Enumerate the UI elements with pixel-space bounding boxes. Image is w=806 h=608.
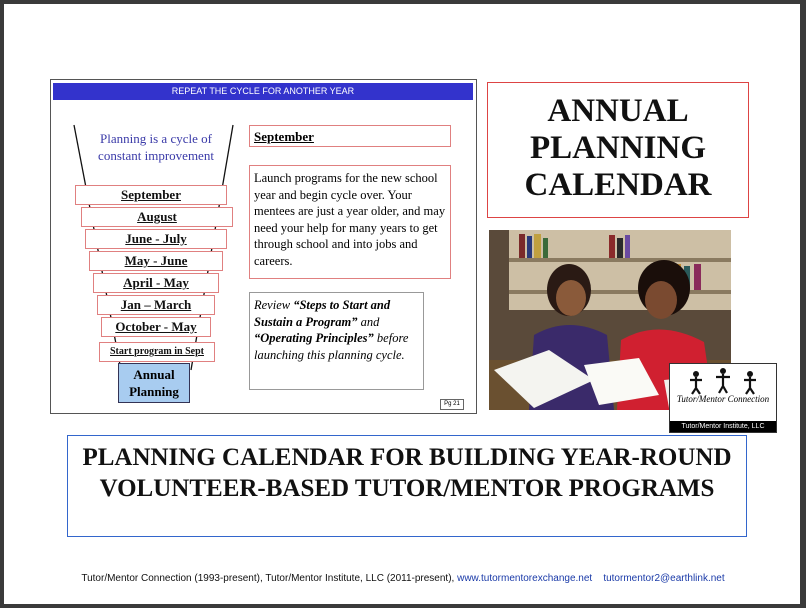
review-and: and: [360, 314, 380, 329]
tutor-mentor-logo: [669, 363, 777, 433]
logo-institute: Tutor/Mentor Institute, LLC: [670, 421, 776, 432]
month-start-program: Start program in Sept: [99, 342, 215, 362]
month-may-june: May - June: [89, 251, 223, 271]
review-box: [249, 292, 424, 390]
page-label: Pg 21: [440, 399, 464, 410]
month-jan-march: Jan – March: [97, 295, 215, 315]
footer-text: Tutor/Mentor Connection (1993-present), Tutor/Mentor Institute, LLC (2011-present),: [81, 573, 455, 584]
annual-planning-box: Annual Planning: [118, 363, 190, 403]
footer: [0, 573, 806, 584]
logo-name: Tutor/Mentor Connection: [676, 394, 770, 404]
cycle-title: Planning is a cycle of constant improvement: [98, 131, 214, 163]
month-august: August: [81, 207, 233, 227]
slide-banner: REPEAT THE CYCLE FOR ANOTHER YEAR: [53, 83, 473, 100]
website-link[interactable]: www.tutormentorexchange.net: [457, 573, 593, 584]
month-september: September: [75, 185, 227, 205]
september-heading: September: [249, 125, 451, 147]
email-link[interactable]: tutormentor2@earthlink.net: [603, 573, 725, 584]
launch-text: Launch programs for the new school year and begin cycle over. Your mentees are just a year older, and may need your help for many years to get through school and into jobs and careers.: [249, 165, 451, 279]
page-title: ANNUAL PLANNING CALENDAR: [487, 82, 749, 218]
embedded-slide: [50, 79, 477, 414]
month-june-july: June - July: [85, 229, 227, 249]
review-word: Review: [254, 298, 291, 312]
review-tail: before launching this planning cycle.: [254, 331, 409, 362]
main-banner: PLANNING CALENDAR FOR BUILDING YEAR-ROUND VOLUNTEER-BASED TUTOR/MENTOR PROGRAMS: [67, 435, 747, 537]
steps-title: “Steps to Start and Sustain a Program”: [254, 298, 391, 329]
month-april-may: April - May: [93, 273, 219, 293]
logo-figures-icon: [670, 366, 776, 396]
month-october-may: October - May: [101, 317, 211, 337]
principles-title: “Operating Principles”: [254, 331, 374, 345]
